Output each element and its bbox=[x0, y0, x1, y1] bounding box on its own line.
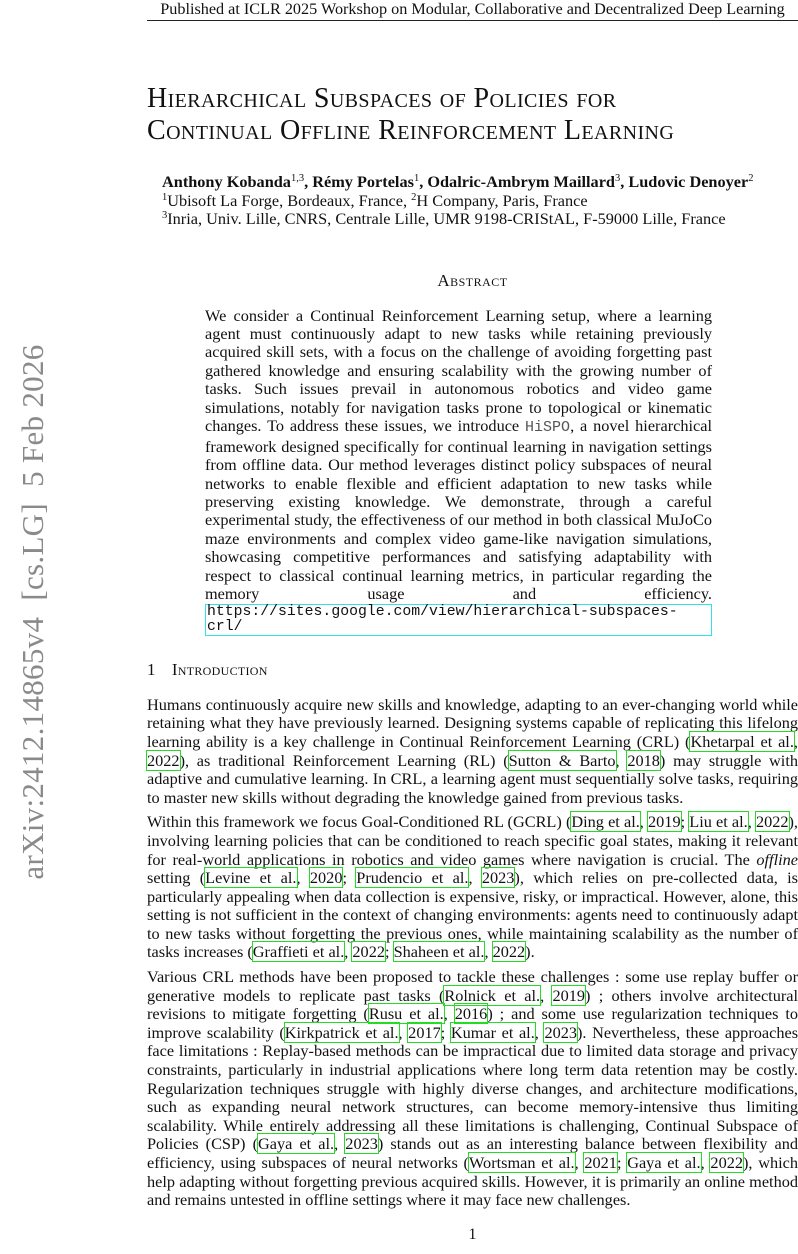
citation-link[interactable]: 2022 bbox=[755, 812, 789, 832]
text-run: , bbox=[334, 1134, 346, 1154]
author-affil: 2 bbox=[748, 173, 754, 184]
citation-link[interactable]: 2019 bbox=[552, 985, 585, 1005]
author-affil: 3 bbox=[614, 173, 621, 184]
text-run: ; bbox=[384, 942, 394, 962]
text-run: ) ; others involve architectural revisions to mitigate forgetting ( bbox=[147, 985, 798, 1024]
text-run: , bbox=[639, 812, 649, 832]
text-run: ) may struggle with adaptive and cumulative learning. In CRL, a learning agent must sequentially solve tasks, requiring to master new skills without degrading the knowledge gained from previous tasks. bbox=[147, 750, 798, 807]
author-name: Odalric-Ambrym Maillard bbox=[427, 172, 615, 191]
author-name: Rémy Portelas bbox=[312, 172, 414, 191]
citation-link[interactable]: Sutton & Barto bbox=[508, 750, 616, 770]
page-column bbox=[147, 0, 798, 1254]
section-number: 1 bbox=[147, 659, 156, 679]
citation-link[interactable]: Levine et al. bbox=[205, 868, 297, 888]
arxiv-stamp: arXiv:2412.14865v4 [cs.LG] 5 Feb 2026 bbox=[15, 344, 50, 880]
citation-link[interactable]: Liu et al. bbox=[689, 812, 748, 832]
affiliation: Inria, Univ. Lille, CNRS, Centrale Lille, UMR 9198-CRIStAL, F-59000 Lille, France bbox=[167, 209, 726, 228]
abstract-body bbox=[205, 307, 712, 636]
author-affil: 1 bbox=[413, 173, 420, 184]
affiliation: H Company, Paris, France bbox=[416, 190, 588, 210]
citation-link[interactable]: 2022 bbox=[147, 750, 180, 770]
citation-link[interactable]: 2021 bbox=[584, 1153, 617, 1172]
paragraph bbox=[147, 813, 798, 962]
text-run: Various CRL methods have been proposed to tackle these challenges : some use replay buffer or generative models to replicate past tasks ( bbox=[147, 967, 798, 1005]
abstract-heading: Abstract bbox=[437, 270, 508, 290]
citation-link[interactable]: Khetarpal et al. bbox=[690, 731, 794, 751]
title-line: Hierarchical Subspaces of Policies for bbox=[147, 83, 617, 114]
citation-link[interactable]: Rusu et al. bbox=[368, 1004, 444, 1024]
citation-link[interactable]: Prudencio et al. bbox=[356, 868, 469, 888]
citation-link[interactable]: 2022 bbox=[710, 1153, 743, 1172]
text-run: , bbox=[534, 1022, 545, 1042]
citation-link[interactable]: Kirkpatrick et al. bbox=[284, 1022, 399, 1042]
affiliation-line bbox=[162, 210, 798, 229]
author-list: Anthony Kobanda$^{1,3}$, Rémy Portelas$^1$, Odalric-Ambrym Maillard$^3$, Ludovic Denoyer$^2$ bbox=[162, 172, 754, 191]
text-run: , bbox=[540, 985, 553, 1005]
text-run: ; bbox=[440, 1022, 451, 1042]
text-run: , bbox=[747, 812, 756, 832]
text-run: , bbox=[793, 731, 798, 751]
text-run: Humans continuously acquire new skills and knowledge, adapting to an ever-changing world while retaining what they have previously learned. Designing systems capable of replicating this lifelong learning ability is a key challenge in Continual Reinforcement Learning (CRL) ( bbox=[147, 694, 798, 751]
text-run: ) stands out as an interesting balance between flexibility and efficiency, using subspaces of neural networks ( bbox=[147, 1134, 798, 1172]
text-run: , bbox=[398, 1022, 409, 1042]
text-run: ). Nevertheless, these approaches face limitations : Replay-based methods can be impractical due to limited data storage and privacy constraints, particularly in industrial applications where long term data retention may be costly. Regularization techniques struggle with highly diverse changes, and architecture modifications, such as expanding neural network structures, can become memory-intensive thus limiting scalability. While entirely addressing all these limitations is challenging, Continual Subspace of Policies (CSP) ( bbox=[147, 1022, 798, 1154]
emphasis-text: offline bbox=[756, 849, 798, 869]
citation-link[interactable]: 2022 bbox=[492, 942, 526, 962]
text-run: Within this framework we focus Goal-Conditioned RL (GCRL) ( bbox=[147, 812, 572, 832]
text-run: , bbox=[574, 1153, 585, 1172]
text-run: , bbox=[615, 750, 628, 770]
citation-link[interactable]: Gaya et al. bbox=[627, 1153, 701, 1172]
text-run: setting ( bbox=[147, 868, 206, 888]
section-title: Introduction bbox=[171, 659, 268, 679]
citation-link[interactable]: 2022 bbox=[352, 942, 385, 962]
citation-link[interactable]: 2023 bbox=[544, 1022, 577, 1042]
citation-link[interactable]: 2016 bbox=[454, 1004, 488, 1024]
affiliation-line bbox=[162, 192, 798, 211]
header-rule bbox=[147, 20, 798, 21]
text-run: ), involving learning policies that can be conditioned to reach specific goal states, making it relevant for real-world applications in robotics and video games where navigation is crucial. The bbox=[147, 812, 798, 869]
text-run: ), which help adapting without forgetting previous acquired skills. However, it is primarily an online method and remains untested in offline settings where it may face new challenges. bbox=[147, 1153, 798, 1210]
text-run: ; bbox=[342, 868, 357, 888]
text-run: ), as traditional Reinforcement Learning (RL) ( bbox=[179, 750, 509, 770]
text-run: , bbox=[296, 868, 310, 888]
project-url-link[interactable]: https://sites.google.com/view/hierarchical-subspaces-crl/ bbox=[205, 604, 712, 636]
affil-mark: 2 bbox=[411, 191, 417, 203]
section-heading bbox=[147, 660, 798, 680]
citation-link[interactable]: 2017 bbox=[408, 1022, 441, 1042]
citation-link[interactable]: 2023 bbox=[481, 868, 515, 888]
affil-mark: 3 bbox=[162, 210, 168, 221]
page-number: 1 bbox=[468, 1225, 477, 1243]
text-run: ; bbox=[616, 1153, 628, 1172]
author-block bbox=[147, 173, 798, 229]
text-run: ). bbox=[525, 942, 535, 962]
text-run: ) ; and some use regularization techniques to improve scalability ( bbox=[147, 1004, 798, 1042]
title-line: Continual Offline Reinforcement Learning bbox=[147, 115, 675, 146]
citation-link[interactable]: Kumar et al. bbox=[450, 1022, 535, 1042]
paper-title bbox=[147, 83, 798, 147]
author-name: Anthony Kobanda bbox=[162, 172, 291, 191]
paragraph bbox=[147, 696, 798, 808]
text-run: , a novel hierarchical framework designed specifically for continual learning in navigation settings from offline data. Our method leverages distinct policy subspaces of neural networks to enable flexible and efficient adaptation to new tasks while preserving existing knowledge. We demonstrate, through a careful experimental study, the effectiveness of our method in both classical MuJoCo maze environments and complex video game-like navigation simulations, showcasing competitive performances and satisfying adaptability with respect to classical continual learning metrics, in particular regarding the memory usage and efficiency. bbox=[205, 416, 712, 604]
citation-link[interactable]: 2023 bbox=[345, 1134, 378, 1154]
citation-link[interactable]: Wortsman et al. bbox=[468, 1153, 575, 1172]
citation-link[interactable]: 2018 bbox=[627, 750, 660, 770]
introduction-body bbox=[147, 696, 798, 1210]
citation-link[interactable]: 2020 bbox=[309, 868, 343, 888]
text-run: ), which relies on pre-collected data, is particularly appealing when data collection is expensive, risky, or impractical. However, alone, this setting is not sufficient in the context of changing environments: agents need to continuously adapt to new tasks without forgetting the previous ones, while maintaining scalability as the number of tasks increases ( bbox=[147, 868, 798, 962]
citation-link[interactable]: Shaheen et al. bbox=[393, 942, 485, 962]
citation-link[interactable]: Gaya et al. bbox=[258, 1134, 335, 1154]
citation-link[interactable]: Ding et al. bbox=[571, 812, 640, 832]
text-run: , bbox=[484, 942, 493, 962]
text-run: ; bbox=[680, 812, 690, 832]
author-name: Ludovic Denoyer bbox=[628, 172, 749, 191]
text-run: , bbox=[443, 1004, 455, 1024]
paragraph bbox=[147, 968, 798, 1210]
method-name: HiSPO bbox=[525, 419, 571, 437]
text-run: We consider a Continual Reinforcement Learning setup, where a learning agent must continuously adapt to new tasks while retaining previously acquired skill sets, with a focus on the challenge of avoiding forgetting past gathered knowledge and ensuring scalability with the growing number of tasks. Such issues prevail in autonomous robotics and video game simulations, notably for navigation tasks prone to topological or kinematic changes. To address these issues, we introduce bbox=[205, 305, 712, 436]
affil-mark: 1 bbox=[162, 191, 168, 203]
author-affil: 1,3 bbox=[290, 173, 305, 184]
citation-link[interactable]: Rolnick et al. bbox=[444, 985, 541, 1005]
running-header: Published at ICLR 2025 Workshop on Modular, Collaborative and Decentralized Deep Learning bbox=[160, 0, 785, 18]
citation-link[interactable]: Graffieti et al. bbox=[252, 942, 345, 962]
citation-link[interactable]: 2019 bbox=[648, 812, 681, 832]
text-run: , bbox=[700, 1153, 711, 1172]
affiliation: Ubisoft La Forge, Bordeaux, France, bbox=[167, 190, 412, 210]
text-run: , bbox=[468, 868, 482, 888]
text-run: , bbox=[344, 942, 353, 962]
